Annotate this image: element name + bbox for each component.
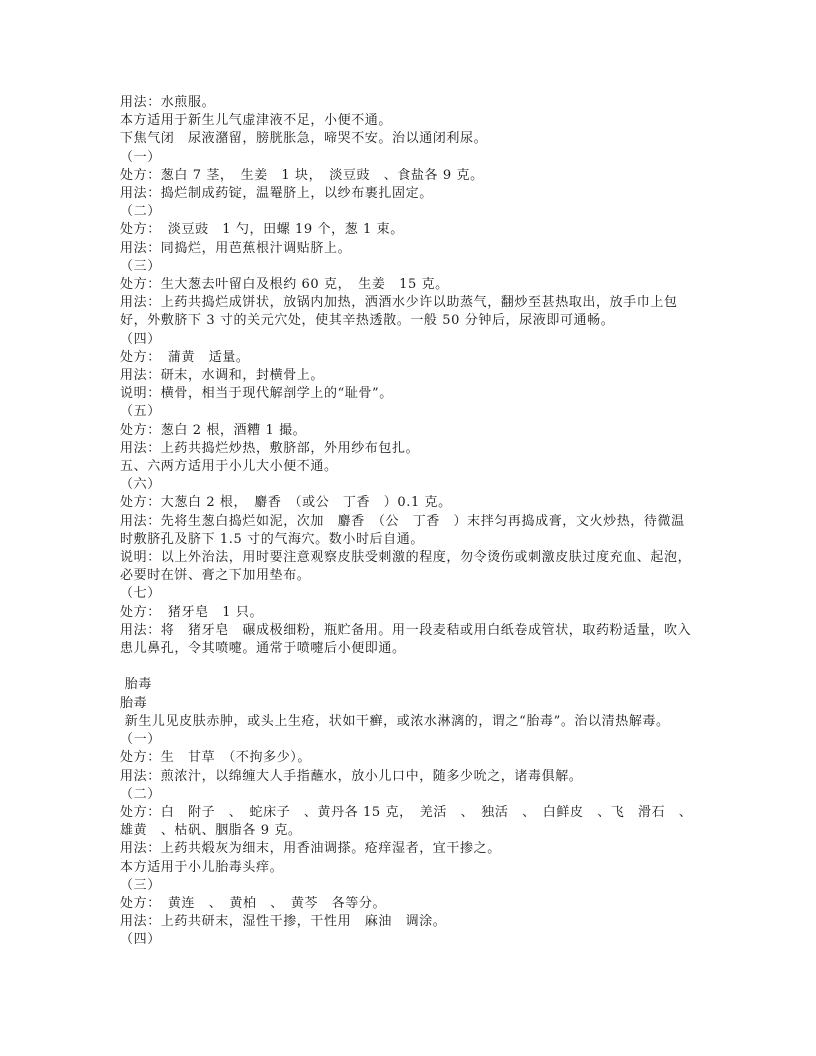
section-subheading: 胎毒	[120, 695, 148, 711]
usage-line: 用法：先将生葱白捣烂如泥，次加 麝香 （公 丁香 ）末拌匀再捣成膏，文火炒热，待微温时敷脐孔及脐下 1.5 寸的气海穴。数小时后自通。	[120, 513, 685, 547]
prescription-number: （一）	[120, 732, 161, 748]
prescription-line: 处方：大葱白 2 根， 麝香 （或公 丁香 ）0.1 克。	[120, 495, 452, 511]
prescription-line: 处方：葱白 2 根，酒糟 1 撮。	[120, 422, 307, 438]
prescription-number: （三）	[120, 877, 161, 893]
prescription-line: 处方： 蒲黄 适量。	[120, 349, 250, 365]
prescription-line: 处方： 猪牙皂 1 只。	[120, 604, 264, 620]
prescription-line: 处方：白 附子 、 蛇床子 、黄丹各 15 克， 羌活 、 独活 、 白鲜皮 、飞 滑石 、 雄黄 、枯矾、胭脂各 9 克。	[120, 804, 700, 839]
usage-line: 用法：上药共捣烂炒热，敷脐部，外用纱布包扎。	[120, 440, 420, 456]
prescription-number: （五）	[120, 404, 161, 420]
section-intro: 新生儿见皮肤赤肿，或头上生疮，状如干癣，或浓水淋漓的，谓之“胎毒”。治以清热解毒。	[120, 713, 670, 729]
prescription-number: （二）	[120, 786, 161, 802]
usage-line: 用法：捣烂制成药锭，温罨脐上，以纱布裹扎固定。	[120, 186, 433, 202]
usage-line: 用法：上药共煅灰为细末，用香油调搽。疮痒湿者，宜干掺之。	[120, 841, 501, 857]
note-line: 本方适用于新生儿气虚津液不足，小便不通。	[120, 113, 393, 129]
prescription-line: 处方：生 甘草 （不拘多少）。	[120, 750, 312, 766]
note-line: 本方适用于小儿胎毒头痒。	[120, 859, 284, 875]
prescription-number: （七）	[120, 586, 161, 602]
prescription-number: （四）	[120, 331, 161, 347]
usage-line: 用法：上药共研末，湿性干掺，干性用 麻油 调涂。	[120, 914, 447, 930]
prescription-number: （六）	[120, 477, 161, 493]
prescription-number: （三）	[120, 258, 161, 274]
prescription-number: （二）	[120, 204, 161, 220]
usage-line: 用法：水煎服。	[120, 95, 216, 110]
note-line: 五、六两方适用于小儿大小便不通。	[120, 459, 338, 475]
section-intro: 下焦气闭 尿液潴留，膀胱胀急，啼哭不安。治以通闭利尿。	[120, 131, 488, 147]
prescription-number: （四）	[120, 932, 161, 948]
usage-line: 用法：上药共捣烂成饼状，放锅内加热，洒酒水少许以助蒸气，翻炒至甚热取出，放手巾上包好，外敷脐下 3 寸的关元穴处，使其辛热透散。一般 50 分钟后，尿液即可通畅。	[120, 295, 678, 329]
prescription-line: 处方：葱白 7 茎， 生姜 1 块， 淡豆豉 、食盐各 9 克。	[120, 167, 484, 183]
section-heading: 胎毒	[120, 677, 152, 693]
document-page	[120, 94, 700, 950]
prescription-line: 处方：生大葱去叶留白及根约 60 克， 生姜 15 克。	[120, 277, 449, 293]
prescription-number: （一）	[120, 149, 161, 165]
usage-line: 用法：同捣烂，用芭蕉根汁调贴脐上。	[120, 240, 352, 256]
usage-line: 用法：研末，水调和，封横骨上。	[120, 368, 325, 384]
prescription-line: 处方： 淡豆豉 1 勺，田螺 19 个，葱 1 束。	[120, 222, 404, 238]
explanation-line: 说明：横骨，相当于现代解剖学上的“耻骨”。	[120, 386, 393, 402]
usage-line: 用法：煎浓汁，以绵缠大人手指蘸水，放小儿口中，随多少吮之，诸毒俱解。	[120, 768, 583, 784]
prescription-line: 处方： 黄连 、 黄柏 、 黄芩 各等分。	[120, 895, 387, 911]
blank-line	[120, 658, 696, 676]
explanation-line: 说明：以上外治法，用时要注意观察皮肤受刺激的程度，勿令烫伤或刺激皮肤过度充血、起泡，必要时在饼、膏之下加用垫布。	[120, 550, 692, 584]
usage-line: 用法：将 猪牙皂 碾成极细粉，瓶贮备用。用一段麦秸或用白纸卷成管状，取药粉适量，吹入患儿鼻孔，令其喷嚏。通常于喷嚏后小便即通。	[120, 622, 692, 657]
